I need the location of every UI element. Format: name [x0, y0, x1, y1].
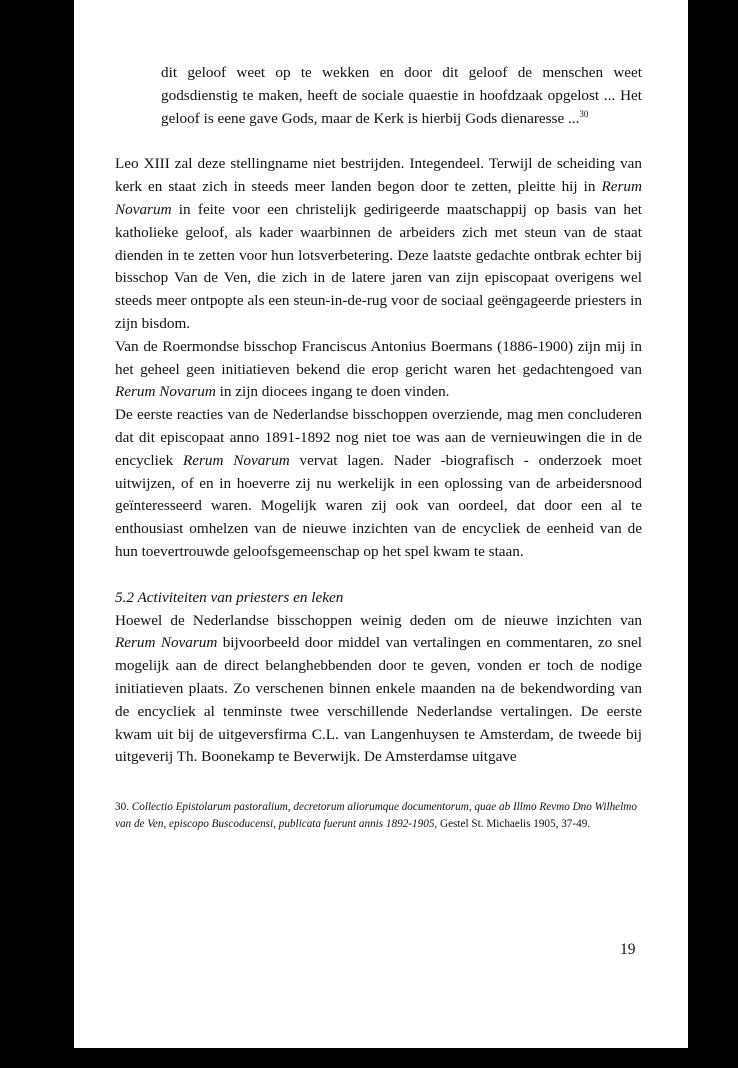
- scan-border-bottom: [74, 1048, 688, 1068]
- paragraph-activities: Hoewel de Nederlandse bisschoppen weinig deden om de nieuwe inzichten van Rerum Novarum bijvoorbeeld door middel van vertalingen en commentaren, zo snel mogelijk aan de direct belanghebbenden door te geven, vonden er toch de nodige initiatieven plaats. Zo verschenen binnen enkele maanden na de bekendwording van de encycliek al tenminste twee verschillende Nederlandse vertalingen. De eerste kwam uit bij de uitgeversfirma C.L. van Langenhuysen te Amsterdam, de tweede bij uitgeverij Th. Boonekamp te Beverwijk. De Amsterdamse uitgave: [115, 611, 642, 766]
- footnote-30: 30. Collectio Epistolarum pastoralium, decretorum aliorumque documentorum, quae ab Illmo Revmo Dno Wilhelmo van de Ven, episcopo Buscoducensi, publicata fuerunt annis 1892-1905, Gestel St. Michaelis 1905, 37-49.: [115, 801, 637, 830]
- paragraph-roermond: Van de Roermondse bisschop Franciscus Antonius Boermans (1886-1900) zijn mij in het geheel geen initiatieven bekend die erop gericht waren het gedachtengoed van Rerum Novarum in zijn diocees ingang te doen vinden.: [115, 337, 642, 401]
- page-body: [115, 62, 642, 832]
- block-quote: dit geloof weet op te wekken en door dit geloof de menschen weet godsdienstig te maken, heeft de sociale quaestie in hoofdzaak opgelost ... Het geloof is eene gave Gods, maar de Kerk is hierbij Gods dienaresse ...$^{30}$: [161, 64, 642, 127]
- page-number: 19: [620, 941, 636, 958]
- paragraph-leo-xiii: Leo XIII zal deze stellingname niet bestrijden. Integendeel. Terwijl de scheiding van kerk en staat zich in steeds meer landen begon door te zetten, pleitte hij in Rerum Novarum in feite voor een christelijk gedirigeerde maatschappij op basis van het katholieke geloof, als kader waarbinnen de arbeiders zich met steun van de staat dienden in te zetten voor hun lotsverbetering. Deze laatste gedachte ontbrak echter bij bisschop Van de Ven, die zich in de latere jaren van zijn episcopaat overigens wel steeds meer ontpopte als een steun-in-de-rug voor de sociaal geëngageerde priesters in zijn bisdom.: [115, 155, 642, 332]
- footnote-reference[interactable]: 30: [579, 108, 589, 119]
- scan-border-right: [688, 0, 738, 1068]
- paragraph-conclusion: De eerste reacties van de Nederlandse bisschoppen overziende, mag men concluderen dat dit episcopaat anno 1891-1892 nog niet toe was aan de vernieuwingen die in de encycliek Rerum Novarum vervat lagen. Nader -biografisch - onderzoek moet uitwijzen, of en in hoeverre zij nu werkelijk in een oplossing van de arbeidersnood geïnteresseerd waren. Mogelijk waren zij ook van oordeel, dat door een al te enthousiast omhelzen van de nieuwe inzichten van de encycliek de eenheid van de hun toevertrouwde geloofsgemeenschap op het spel kwam te staan.: [115, 406, 642, 560]
- scan-border-left: [0, 0, 74, 1068]
- section-heading: 5.2 Activiteiten van priesters en leken: [115, 588, 344, 606]
- main-text: [115, 153, 642, 563]
